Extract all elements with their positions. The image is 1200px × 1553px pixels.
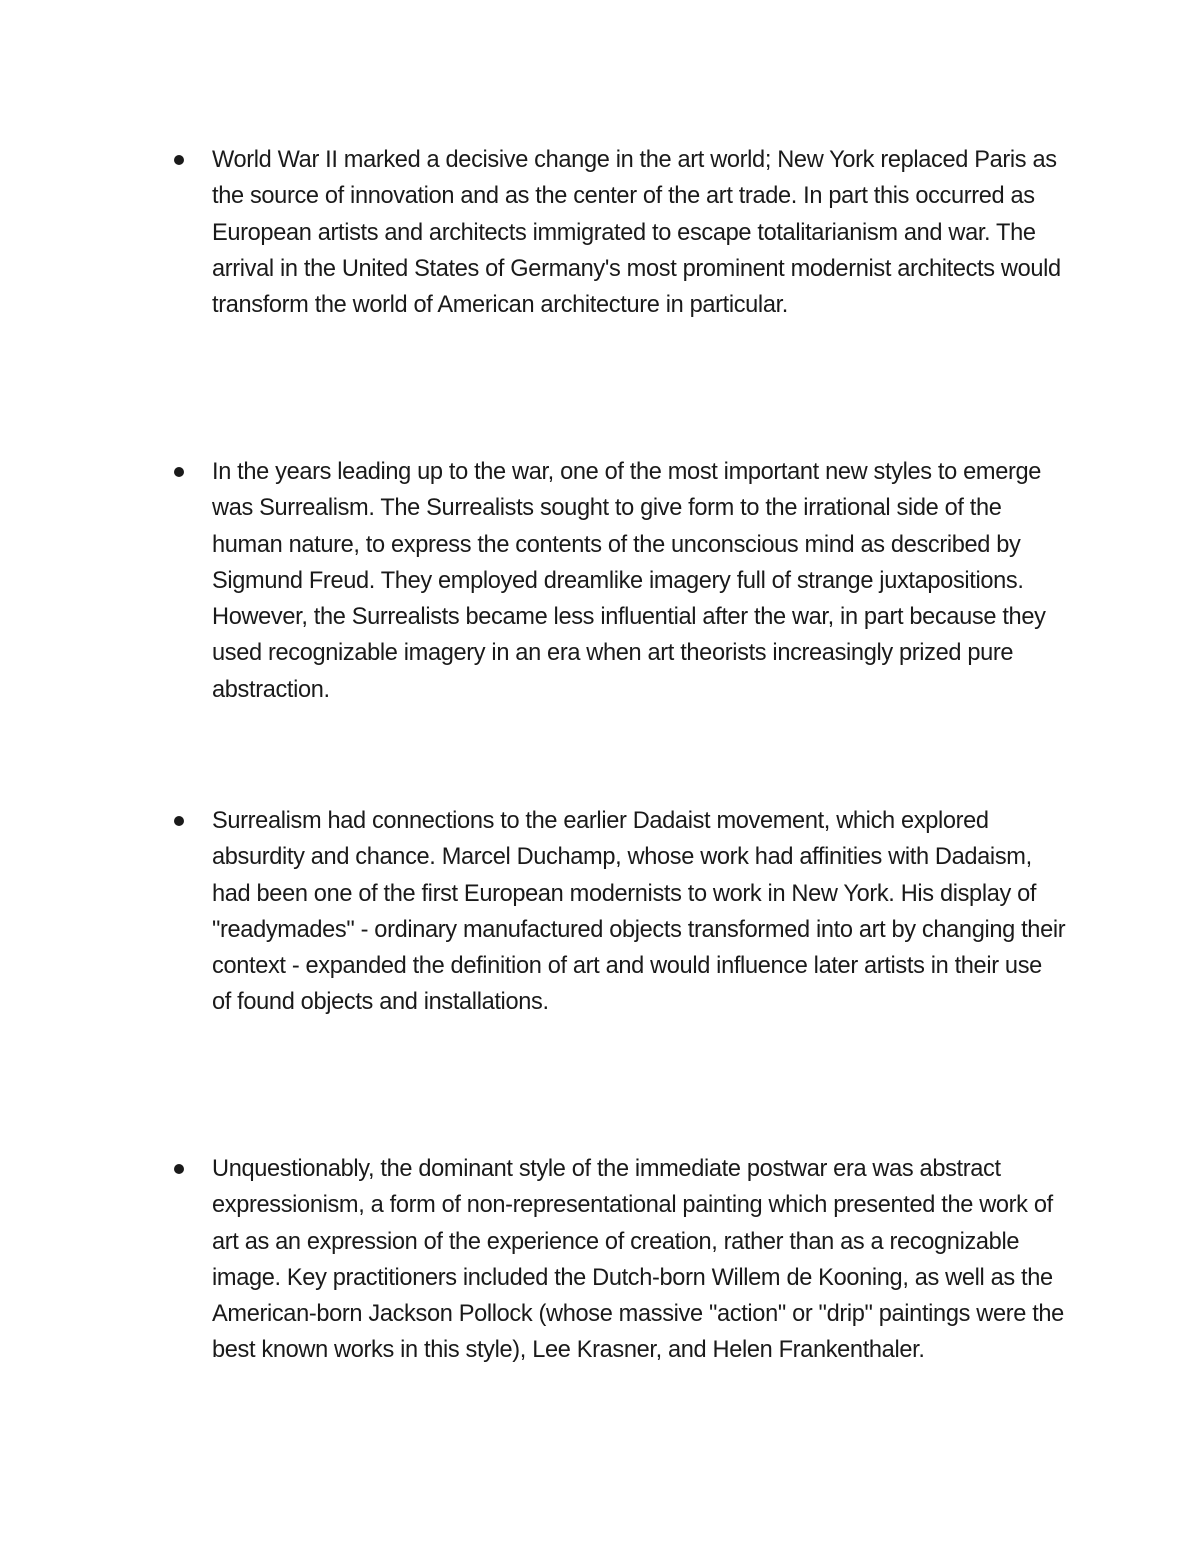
paragraph-text: Unquestionably, the dominant style of the immediate postwar era was abstract expressionism, a form of non-representational painting which presented the work of art as an expression of the experience of creation, rather than as a recognizable image. Key practitioners included the Dutch-born Willem de Kooning, as well as the American-born Jackson Pollock (whose massive "action" or "drip" paintings were the best known works in this style), Lee Krasner, and Helen Frankenthaler.	[212, 1156, 1064, 1364]
paragraph-text: World War II marked a decisive change in the art world; New York replaced Paris as the source of innovation and as the center of the art trade. In part this occurred as European artists and architects immigrated to escape totalitarianism and war. The arrival in the United States of Germany's most prominent modernist architects would transform the world of American architecture in particular.	[212, 147, 1061, 319]
bullet-icon	[174, 1164, 184, 1174]
bullet-icon	[174, 816, 184, 826]
bullet-icon	[174, 155, 184, 165]
paragraph-text: In the years leading up to the war, one of the most important new styles to emerge was Surrealism. The Surrealists sought to give form to the irrational side of the human nature, to express the contents of the unconscious mind as described by Sigmund Freud. They employed dreamlike imagery full of strange juxtapositions. However, the Surrealists became less influential after the war, in part because they used recognizable imagery in an era when art theorists increasingly prized pure abstraction.	[212, 459, 1046, 703]
bullet-icon	[174, 467, 184, 477]
paragraph-text: Surrealism had connections to the earlier Dadaist movement, which explored absurdity and chance. Marcel Duchamp, whose work had affinities with Dadaism, had been one of the first European modernists to work in New York. His display of "readymades" - ordinary manufactured objects transformed into art by changing their context - expanded the definition of art and would influence later artists in their use of found objects and installations.	[212, 808, 1066, 1016]
